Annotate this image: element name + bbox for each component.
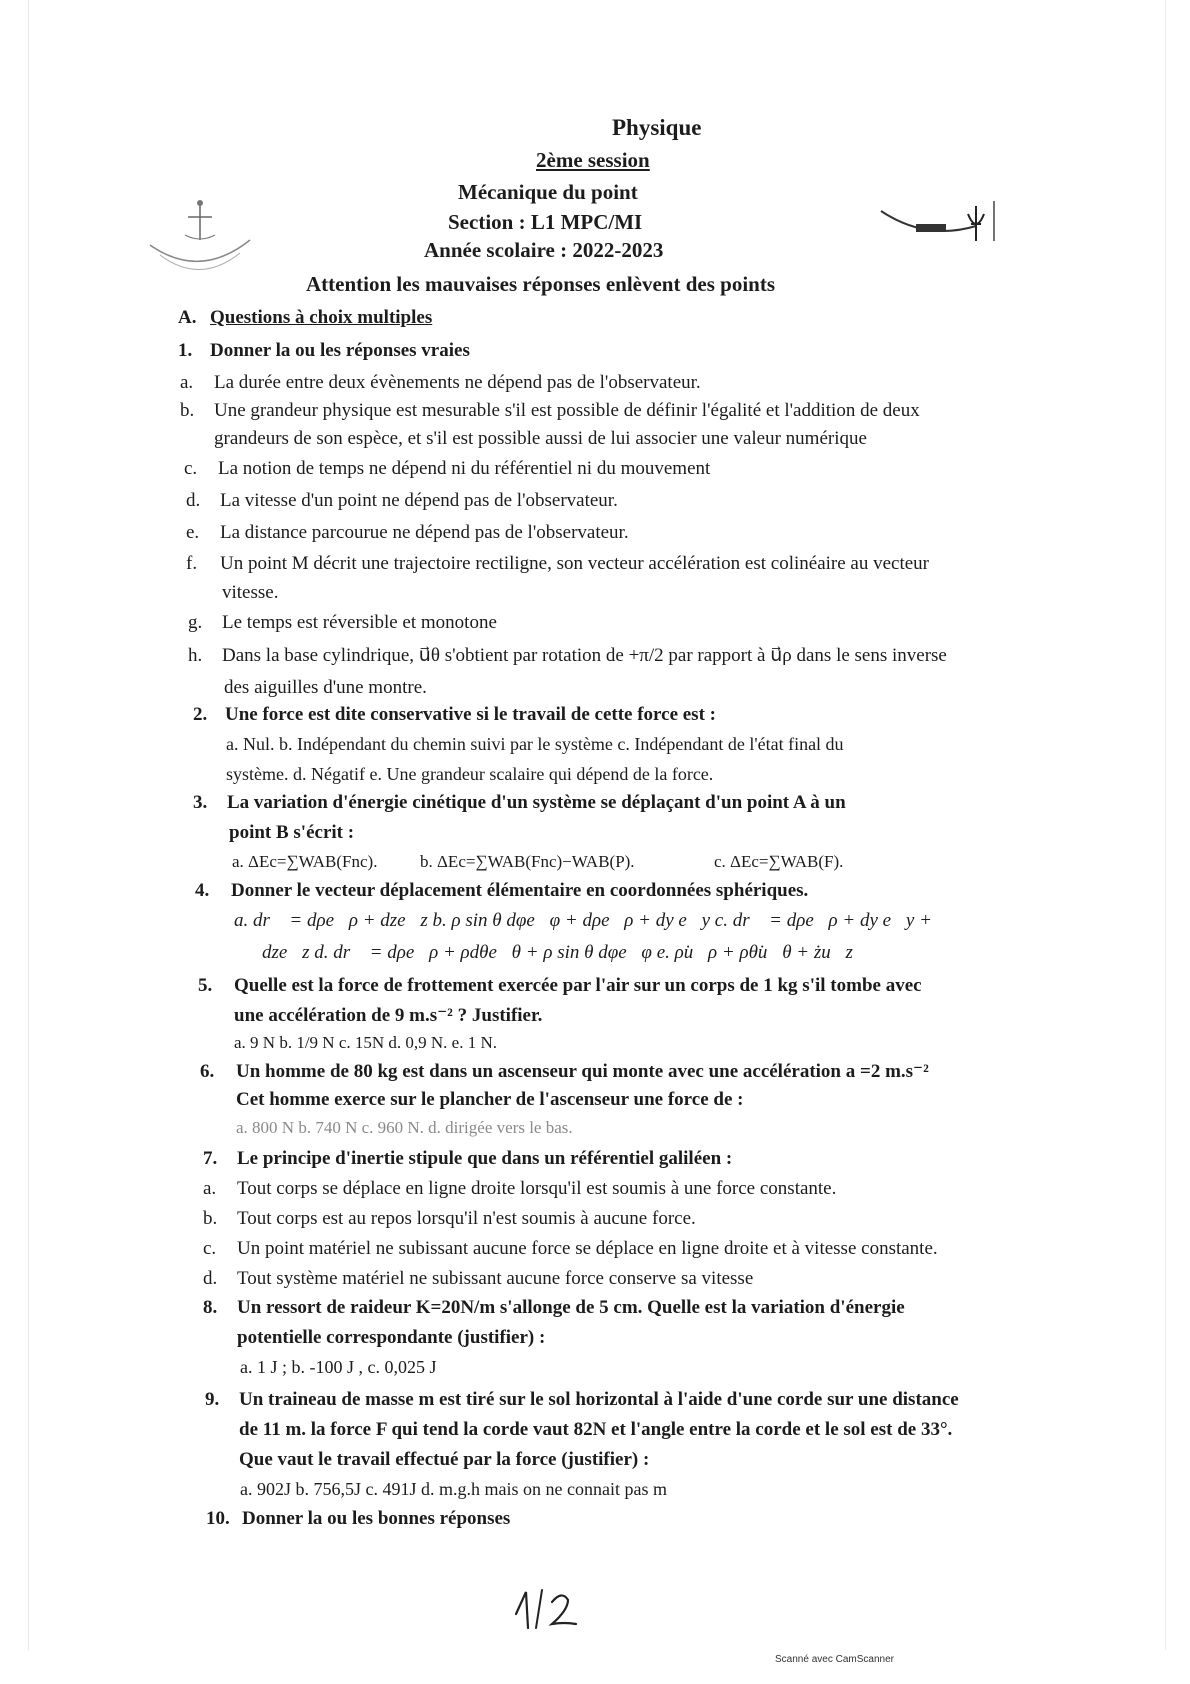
q9-options: a. 902J b. 756,5J c. 491J d. m.g.h mais on ne connait pas m: [240, 1479, 667, 1499]
q5-heading: [198, 975, 922, 997]
option-text: Tout corps se déplace en ligne droite lorsqu'il est soumis à une force constante.: [237, 1178, 837, 1199]
option-text: La vitesse d'un point ne dépend pas de l'observateur.: [220, 490, 618, 511]
option-text: Un point M décrit une trajectoire rectiligne, son vecteur accélération est colinéaire au vecteur: [220, 553, 930, 574]
q3-option-b: b. ΔEc=∑WAB(Fnc)−WAB(P).: [420, 852, 635, 871]
q8-options: a. 1 J ; b. -100 J , c. 0,025 J: [240, 1357, 437, 1377]
question-text: Un ressort de raideur K=20N/m s'allonge de 5 cm. Quelle est la variation d'énergie: [237, 1297, 905, 1318]
q8-heading-cont: potentielle correspondante (justifier) :: [237, 1327, 546, 1348]
question-text: La variation d'énergie cinétique d'un système se déplaçant d'un point A à un: [227, 792, 846, 813]
school-year: Année scolaire : 2022-2023: [424, 238, 664, 262]
q2-options-line2: système. d. Négatif e. Une grandeur scalaire qui dépend de la force.: [226, 764, 714, 784]
question-number: 4.: [195, 880, 210, 901]
option-text: Tout système matériel ne subissant aucune force conserve sa vitesse: [237, 1268, 754, 1289]
option-letter: b.: [203, 1208, 218, 1229]
question-text: Donner le vecteur déplacement élémentaire en coordonnées sphériques.: [231, 880, 809, 901]
option-letter: f.: [186, 553, 198, 574]
option-text: Tout corps est au repos lorsqu'il n'est soumis à aucune force.: [237, 1208, 696, 1229]
warning-text: Attention les mauvaises réponses enlèvent des points: [306, 272, 776, 296]
q4-heading: [195, 880, 808, 902]
q5-options: a. 9 N b. 1/9 N c. 15N d. 0,9 N. e. 1 N.: [234, 1033, 497, 1052]
option-letter: e.: [186, 522, 200, 543]
q9-heading-cont2: Que vaut le travail effectué par la force (justifier) :: [239, 1449, 650, 1470]
q9-heading: [205, 1389, 959, 1411]
question-number: 3.: [193, 792, 208, 813]
q7-option-d: [203, 1268, 753, 1290]
q6-heading-cont: Cet homme exerce sur le plancher de l'ascenseur une force de :: [236, 1089, 744, 1110]
question-text: Un homme de 80 kg est dans un ascenseur qui monte avec une accélération a =2 m.s⁻²: [236, 1061, 929, 1082]
q3-heading-cont: point B s'écrit :: [229, 822, 355, 843]
option-text: La durée entre deux évènements ne dépend pas de l'observateur.: [214, 372, 701, 393]
option-letter: b.: [180, 400, 195, 421]
handwritten-page-number-icon: [512, 1584, 592, 1634]
option-letter: a.: [180, 372, 194, 393]
scanner-footer: Scanné avec CamScanner: [775, 1654, 894, 1665]
question-number: 1.: [178, 340, 193, 361]
q1-option-f-cont: vitesse.: [222, 582, 279, 603]
question-number: 6.: [200, 1061, 215, 1082]
option-letter: c.: [184, 458, 198, 479]
q7-heading: [203, 1148, 732, 1170]
question-text: Quelle est la force de frottement exercée par l'air sur un corps de 1 kg s'il tombe avec: [234, 975, 922, 996]
q1-option-b: [180, 400, 920, 422]
q7-option-a: [203, 1178, 836, 1200]
option-text: La distance parcourue ne dépend pas de l'observateur.: [220, 522, 629, 543]
question-text: Donner la ou les réponses vraies: [210, 340, 470, 361]
q1-option-b-cont: grandeurs de son espèce, et s'il est possible aussi de lui associer une valeur numérique: [214, 428, 867, 449]
q9-heading-cont1: de 11 m. la force F qui tend la corde vaut 82N et l'angle entre la corde et le sol est de 33°.: [239, 1419, 953, 1440]
q6-options: a. 800 N b. 740 N c. 960 N. d. dirigée vers le bas.: [236, 1118, 573, 1137]
question-number: 9.: [205, 1389, 220, 1410]
q7-option-b: [203, 1208, 696, 1230]
option-letter: d.: [203, 1268, 218, 1289]
option-letter: d.: [186, 490, 201, 511]
question-number: 8.: [203, 1297, 218, 1318]
part-a-title: Questions à choix multiples: [210, 307, 433, 328]
q1-heading: [178, 340, 470, 362]
q1-option-d: [186, 490, 618, 512]
q3-option-c: c. ΔEc=∑WAB(F).: [714, 852, 844, 871]
q1-option-h: [188, 644, 947, 667]
option-text: Une grandeur physique est mesurable s'il est possible de définir l'égalité et l'addition de deux: [214, 400, 920, 421]
option-letter: c.: [203, 1238, 217, 1259]
course-name: Mécanique du point: [458, 180, 638, 204]
question-text: Le principe d'inertie stipule que dans un référentiel galiléen :: [237, 1148, 733, 1169]
question-text: Donner la ou les bonnes réponses: [242, 1508, 511, 1529]
option-letter: h.: [188, 645, 203, 666]
option-text: Le temps est réversible et monotone: [222, 612, 497, 633]
q1-option-e: [186, 522, 629, 544]
question-number: 5.: [198, 975, 213, 996]
q1-option-f: [186, 553, 929, 575]
option-letter: g.: [188, 612, 203, 633]
q10-heading: [206, 1508, 510, 1530]
q1-option-a: [180, 372, 701, 394]
q5-heading-cont: une accélération de 9 m.s⁻² ? Justifier.: [234, 1005, 543, 1026]
option-letter: a.: [203, 1178, 217, 1199]
part-a-heading: [178, 307, 432, 329]
q8-heading: [203, 1297, 905, 1319]
question-text: Un traineau de masse m est tiré sur le sol horizontal à l'aide d'une corde sur une distance: [239, 1389, 959, 1410]
exam-title: Physique: [612, 115, 702, 140]
part-a-letter: A.: [178, 307, 197, 328]
right-logo-stamp: [876, 196, 1006, 256]
exam-section: Section : L1 MPC/MI: [448, 210, 643, 234]
q7-option-c: [203, 1238, 938, 1260]
option-text: Dans la base cylindrique, u⃗θ s'obtient par rotation de +π/2 par rapport à u⃗ρ dans le sens inverse: [222, 645, 947, 666]
question-text: Une force est dite conservative si le travail de cette force est :: [225, 704, 716, 725]
exam-session: 2ème session: [536, 148, 650, 172]
option-text: Un point matériel ne subissant aucune force se déplace en ligne droite et à vitesse constante.: [237, 1238, 938, 1259]
q2-heading: [193, 704, 716, 726]
q3-option-a: a. ΔEc=∑WAB(Fnc).: [232, 852, 378, 871]
option-text: La notion de temps ne dépend ni du référentiel ni du mouvement: [218, 458, 711, 479]
question-number: 10.: [206, 1508, 230, 1529]
q3-heading: [193, 792, 846, 814]
q6-heading: [200, 1060, 929, 1083]
q4-options-line2: dze⃗z d. dr⃗ = dρe⃗ρ + ρdθe⃗θ + ρ sin θ dφe⃗φ e. ρ̇u⃗ρ + ρθ̇u⃗θ + żu⃗z: [262, 942, 853, 963]
left-seal-stamp: [140, 185, 260, 285]
q1-option-g: [188, 612, 497, 634]
question-number: 2.: [193, 704, 208, 725]
q4-options-line1: a. dr⃗ = dρe⃗ρ + dze⃗z b. ρ sin θ dφe⃗φ + dρe⃗ρ + dy e⃗y c. dr⃗ = dρe⃗ρ + dy e⃗y +: [234, 910, 932, 931]
q2-options-line1: a. Nul. b. Indépendant du chemin suivi par le système c. Indépendant de l'état final du: [226, 734, 844, 754]
q1-option-h-cont: des aiguilles d'une montre.: [224, 677, 427, 698]
q1-option-c: [184, 458, 710, 480]
question-number: 7.: [203, 1148, 218, 1169]
